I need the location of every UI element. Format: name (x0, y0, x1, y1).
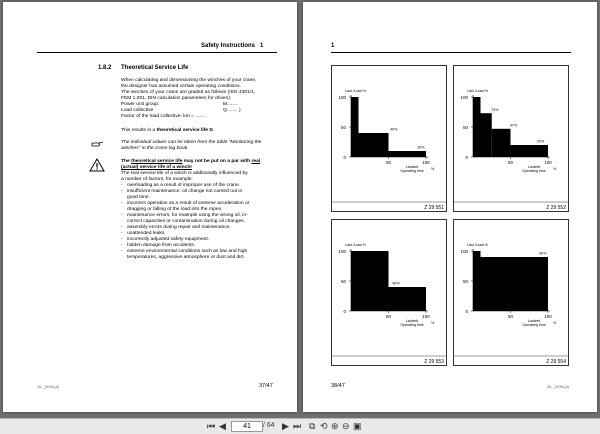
x-axis-label: Operating time (400, 323, 424, 327)
load-step (481, 113, 492, 157)
footer-code: 3/1-_DCHL(A) (37, 385, 60, 389)
x-tick-label: 100 (422, 314, 430, 319)
x-tick-label: 50 (385, 160, 392, 165)
x-axis-unit: % (431, 167, 435, 171)
first-page-icon[interactable]: ⏮ (207, 421, 216, 431)
page-number-input[interactable]: 41 (231, 421, 263, 432)
x-tick-label: 100 (422, 160, 430, 165)
y-tick-label: 50 (462, 278, 468, 284)
load-chart (331, 65, 447, 212)
data-label: 40% (392, 281, 400, 286)
bullet-item: - incorrect operation as a result of extreme acceleration or (121, 201, 295, 207)
load-chart (453, 65, 569, 212)
figure-code: Z 29 554 (546, 359, 566, 365)
warning-text: The theoretical service life may not be put on a par with real (actual) service life of a winch! The real service life of a winch is additionally influenced by a number of factors, for example: - overloading as a result of improper use of the crane. - insufficient maintenance: oil change not carried out in good time. - incorrect operation as a result of extreme acceleration or dragging or falling of the load into the ropes. - maintenance errors, for example using the wrong oil, in- correct capacities or contamination during oil changes. - assembly errors during repair and maintenance. - unattended leaks. - incorrectly adjusted safety equipment. - hidden damage from accidents. - extreme environmental conditions such as low and high temperatures, aggressive atmosphere or dust and dirt. (121, 159, 295, 261)
warning-icon (89, 158, 105, 172)
y-axis-label: Last /Load % (467, 89, 488, 93)
header-title: Safety Instructions 1 (201, 43, 264, 49)
figure-code: Z 29 551 (424, 205, 444, 211)
page-number: 37/47 (259, 383, 273, 389)
y-axis-label: Last /Load % (345, 243, 366, 247)
data-label: 40% (389, 127, 398, 132)
bullet-item: - overloading as a result of improper use of the crane. (121, 183, 295, 189)
data-label: 47% (509, 123, 518, 128)
fit-page-icon[interactable]: ▣ (353, 421, 362, 431)
y-tick-label: 100 (460, 94, 468, 100)
load-step (473, 251, 481, 311)
zoom-out-icon[interactable]: ⊖ (342, 421, 350, 431)
intro-text: When calculating and dimensioning the winches of your crane, the designer has assumed certain operating conditions. The winches of your crane are graded as follows (ISO 4301/1, FEM 1.001, DIN calculation parameters for drives): Power unit group: M........ Load collective Q........ ) Factor of the load collective: km = ........ (121, 78, 257, 119)
bullet-item: - unattended leaks. (121, 231, 295, 237)
page-total: / 64 (263, 422, 275, 429)
y-tick-label: 0 (343, 154, 346, 160)
figure-code: Z 29 552 (546, 205, 566, 211)
bullet-item: - incorrectly adjusted safety equipment. (121, 237, 295, 243)
y-tick-label: 0 (465, 308, 468, 314)
data-label: 73% (490, 107, 499, 112)
x-tick-label: 50 (507, 314, 514, 319)
x-axis-label: Operating time (522, 323, 546, 327)
y-tick-label: 50 (462, 124, 468, 130)
bullet-item: - hidden damage from accidents. (121, 243, 295, 249)
next-page-icon[interactable]: ▶ (282, 421, 289, 431)
data-label: 20% (536, 139, 545, 144)
bullet-item: - maintenance errors, for example using the wrong oil, in- (121, 213, 295, 219)
y-tick-label: 0 (465, 154, 468, 160)
left-page (3, 2, 297, 412)
load-chart (453, 219, 569, 366)
header-chapter: 1 (331, 43, 335, 49)
y-axis-label: Last /Load % (345, 89, 366, 93)
header-rule (331, 52, 571, 53)
bullet-item: - extreme environmental conditions such as low and high (121, 249, 295, 255)
pointing-hand-icon (91, 140, 105, 149)
last-page-icon[interactable]: ⏭ (293, 421, 302, 431)
load-step (492, 129, 511, 157)
viewer-toolbar (0, 418, 600, 434)
y-tick-label: 50 (340, 278, 346, 284)
previous-page-icon[interactable]: ◀ (219, 421, 226, 431)
y-tick-label: 100 (338, 248, 346, 254)
data-label: 90% (538, 251, 547, 256)
y-axis-label: Last /Load % (467, 243, 488, 247)
bullet-item: - insufficient maintenance: oil change not carried out in (121, 189, 295, 195)
x-axis-label: Laufzeit (527, 319, 541, 323)
result-text: This results in a theoretical service life D. (121, 128, 215, 133)
x-axis-label: Laufzeit (405, 319, 419, 323)
page-number: 38/47 (331, 383, 345, 389)
section-number: 1.8.2 (98, 65, 112, 71)
chart-frame (332, 66, 447, 212)
load-chart (331, 219, 447, 366)
x-axis-label: Laufzeit (405, 165, 419, 169)
load-step (389, 287, 427, 311)
zoom-in-icon[interactable]: ⊕ (331, 421, 339, 431)
y-tick-label: 100 (338, 94, 346, 100)
section-title: Theoretical Service Life (121, 65, 189, 71)
load-step (481, 257, 549, 311)
y-tick-label: 100 (460, 248, 468, 254)
load-step (511, 145, 549, 157)
x-axis-label: Laufzeit (527, 165, 541, 169)
figure-code: Z 29 553 (424, 359, 444, 365)
load-step (473, 97, 481, 157)
data-label: 10% (416, 145, 425, 150)
x-axis-unit: % (431, 321, 435, 325)
load-step (351, 251, 389, 311)
right-page (303, 2, 597, 412)
x-tick-label: 100 (544, 160, 552, 165)
load-step (389, 151, 427, 157)
chart-frame (454, 66, 569, 212)
x-axis-unit: % (553, 321, 557, 325)
x-tick-label: 50 (385, 314, 392, 319)
x-axis-label: Operating time (522, 169, 546, 173)
copy-icon[interactable]: ⧉ (309, 421, 316, 431)
x-axis-unit: % (553, 167, 557, 171)
load-step (351, 97, 359, 157)
x-axis-label: Operating time (400, 169, 424, 173)
bullet-item: - assembly errors during repair and maintenance. (121, 225, 295, 231)
load-step (359, 133, 389, 157)
y-tick-label: 0 (343, 308, 346, 314)
header-rule (37, 52, 277, 53)
rotate-icon[interactable]: ⟲ (320, 421, 328, 431)
note-text: The individual values can be taken from the table "Monitoring the winches" in the crane log book. (121, 140, 262, 151)
y-tick-label: 50 (340, 124, 346, 130)
footer-code: 3/1-_DCHL(A) (547, 385, 570, 389)
x-tick-label: 100 (544, 314, 552, 319)
x-tick-label: 50 (507, 160, 514, 165)
